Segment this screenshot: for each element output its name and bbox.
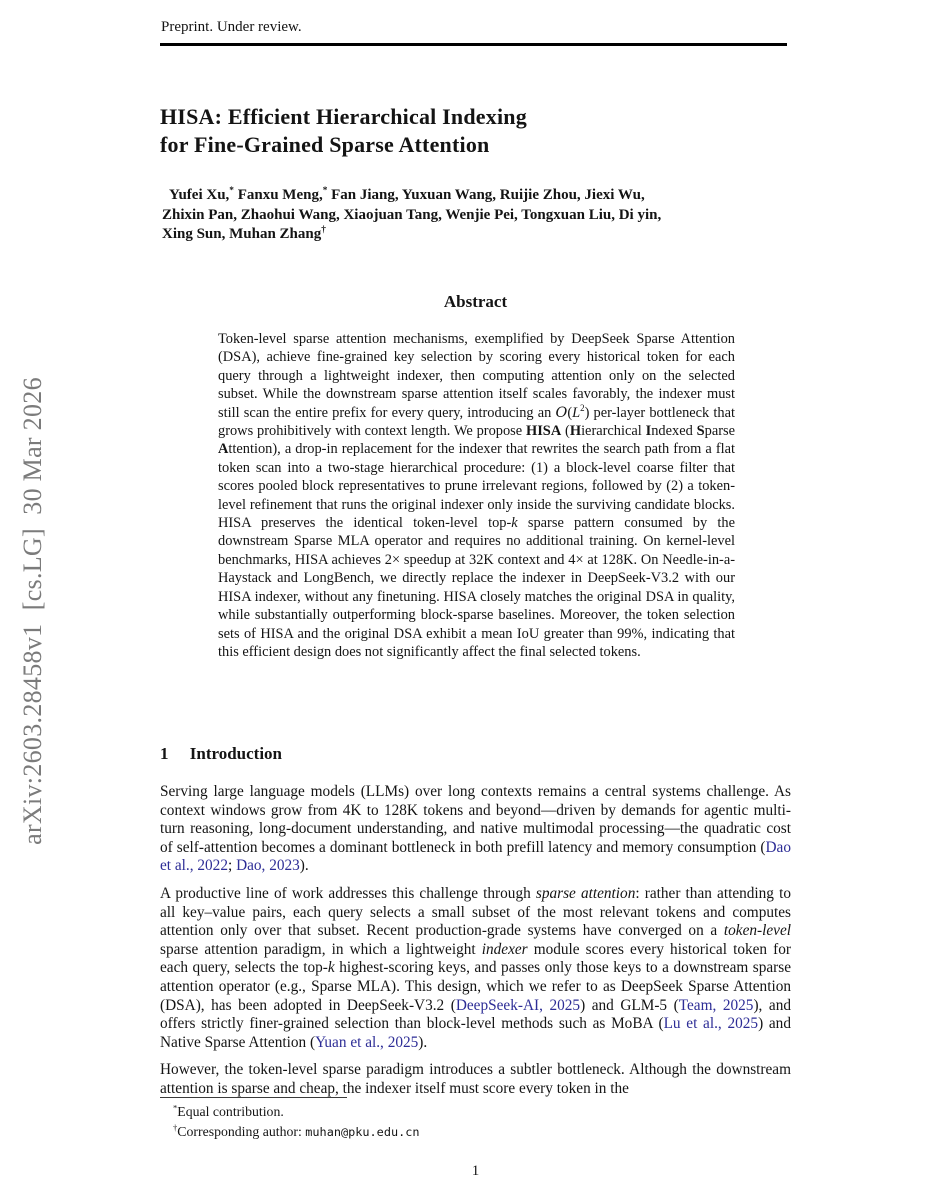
introduction-body xyxy=(160,783,791,1108)
text-segment: * xyxy=(229,186,234,196)
section-title: Introduction xyxy=(189,744,283,763)
citation-link[interactable]: Dao, 2023 xyxy=(236,857,300,875)
text-segment: * xyxy=(322,186,328,196)
footnote-block xyxy=(160,1097,791,1142)
text-segment: A xyxy=(218,441,229,458)
header-rule xyxy=(160,43,787,46)
citation-link[interactable]: Team, 2025 xyxy=(678,996,754,1014)
text-segment: ), and offers strictly finer-grained selection than block-level methods such as MoBA ( xyxy=(160,996,791,1033)
text-segment: muhan@pku.edu.cn xyxy=(305,1124,420,1139)
citation-link[interactable]: Dao et al., 2022 xyxy=(160,838,791,875)
text-segment: Token-level sparse attention mechanisms, exemplified by DeepSeek Sparse Attention (DSA), achieve fine-grained key selection by scoring every historical token for each query through a lightweight indexer, then computing attention only on the selected subset. While the downstream sparse attention itself scales favorably, the indexer must still scan the entire prefix for every query, introducing an xyxy=(218,331,735,421)
section-heading-introduction xyxy=(160,744,282,764)
text-segment: indexer xyxy=(481,940,528,958)
text-segment: ttention), a drop-in replacement for the indexer that rewrites the search path from a flat token scan into a two-stage hierarchical procedure: (1) a block-level coarse filter that scores pooled block representatives to prune irrelevant regions, followed by (2) a token-level refinement that runs the original indexer only inside the surviving candidate blocks. HISA preserves the identical token-level top- xyxy=(218,441,735,532)
text-segment: * xyxy=(173,1102,178,1113)
text-segment: ) per-layer bottleneck that grows prohibitively with context length. We propose xyxy=(218,404,735,440)
text-segment: ) and Native Sparse Attention ( xyxy=(160,1015,791,1051)
text-segment: sparse attention xyxy=(535,884,636,902)
text-segment: Xing Sun, Muhan Zhang xyxy=(162,226,322,242)
citation-link[interactable]: Lu et al., 2025 xyxy=(663,1015,759,1033)
abstract-heading: Abstract xyxy=(443,292,508,311)
text-segment: A productive line of work addresses this challenge through xyxy=(160,884,536,902)
footnote-corresponding-author xyxy=(160,1122,791,1143)
text-segment: sparse pattern consumed by the downstream Sparse MLA operator and requires no additional training. On kernel-level benchmarks, HISA achieves 2× speedup at 32K context and 4× at 128K. On Needle-in-a-Haystack and LongBench, we directly replace the indexer in DeepSeek-V3.2 with our HISA indexer, without any finetuning. HISA closely matches the original DSA in quality, while substantially outperforming block-sparse baselines. Moreover, the token selection sets of HISA and the original DSA exhibit a mean IoU greater than 99%, indicating that this efficient design does not significantly affect the final selected tokens. xyxy=(218,515,735,660)
paper-title-line-2: for Fine-Grained Sparse Attention xyxy=(160,132,490,157)
text-segment: HISA xyxy=(526,423,562,440)
author-line-1 xyxy=(162,186,772,206)
footnote-rule xyxy=(160,1097,347,1098)
text-segment: ). xyxy=(299,857,309,875)
text-segment: token-level xyxy=(723,922,791,940)
text-segment: ( xyxy=(561,423,570,440)
paragraph-2 xyxy=(160,885,791,1052)
text-segment: Fanxu Meng, xyxy=(233,187,323,203)
paper-title xyxy=(160,103,527,159)
text-segment: 2 xyxy=(580,402,585,413)
text-segment: ndexed xyxy=(651,423,697,440)
text-segment: parse xyxy=(704,423,736,440)
text-segment: sparse attention paradigm, in which a lightweight xyxy=(160,940,482,958)
text-segment: highest-scoring keys, and passes only those keys to a downstream sparse attention operator (e.g., Sparse MLA). This design, which we refer to as DeepSeek Sparse Attention (DSA), has been adopted in DeepSeek-V3.2 ( xyxy=(160,959,792,1014)
section-number: 1 xyxy=(160,744,169,763)
text-segment: † xyxy=(173,1121,178,1132)
text-segment: k xyxy=(511,515,518,532)
text-segment: Equal contribution. xyxy=(177,1104,284,1119)
text-segment: k xyxy=(327,959,335,977)
text-segment: module scores every historical token for each query, selects the top- xyxy=(160,940,791,977)
text-segment: H xyxy=(569,423,582,440)
abstract-text xyxy=(218,330,735,661)
text-segment: ierarchical xyxy=(581,423,646,440)
text-segment: Yufei Xu, xyxy=(169,187,230,203)
author-line-3 xyxy=(162,225,772,245)
text-segment: † xyxy=(321,225,326,235)
text-segment: Serving large language models (LLMs) over long contexts remains a central systems challenge. As context windows grow from 4K to 128K tokens and beyond—driven by demands for agentic multi-turn reasoning, long-document understanding, and native multimodal processing—the quadratic cost of self-attention becomes a dominant bottleneck in both prefill latency and memory consumption ( xyxy=(160,783,791,856)
citation-link[interactable]: DeepSeek-AI, 2025 xyxy=(455,996,581,1014)
text-segment: ) and GLM-5 ( xyxy=(580,996,679,1014)
arxiv-stamp: arXiv:2603.28458v1 [cs.LG] 30 Mar 2026 xyxy=(18,377,47,845)
text-segment: : rather than attending to all key–value pairs, each query selects a small subset of the most relevant tokens and computes attention only over that subset. Recent production-grade systems have converged on a xyxy=(160,884,791,940)
text-segment: ; xyxy=(227,857,237,875)
text-segment: ). xyxy=(418,1033,428,1051)
paper-title-line-1: HISA: Efficient Hierarchical Indexing xyxy=(160,104,527,129)
page-number: 1 xyxy=(471,1163,480,1179)
author-line-2 xyxy=(162,206,772,226)
text-segment: Fan Jiang, Yuxuan Wang, Ruijie Zhou, Jiexi Wu, xyxy=(327,187,645,203)
text-segment: Zhixin Pan, Zhaohui Wang, Xiaojuan Tang, Wenjie Pei, Tongxuan Liu, Di yin, xyxy=(162,206,662,223)
text-segment: ( xyxy=(567,404,573,421)
text-segment: S xyxy=(696,423,705,440)
text-segment: Corresponding author: xyxy=(177,1123,306,1139)
citation-link[interactable]: Yuan et al., 2025 xyxy=(315,1033,419,1051)
text-segment: O xyxy=(555,404,568,421)
footnote-equal-contribution xyxy=(160,1102,791,1122)
text-segment: However, the token-level sparse paradigm introduces a subtler bottleneck. Although the downstream attention is sparse and cheap, the indexer itself must score every token in the xyxy=(160,1061,791,1097)
preprint-note: Preprint. Under review. xyxy=(161,19,302,35)
author-list xyxy=(162,186,772,245)
text-segment: L xyxy=(572,404,581,421)
paragraph-3 xyxy=(160,1061,791,1098)
text-segment: I xyxy=(645,423,652,440)
paragraph-1 xyxy=(160,783,791,876)
